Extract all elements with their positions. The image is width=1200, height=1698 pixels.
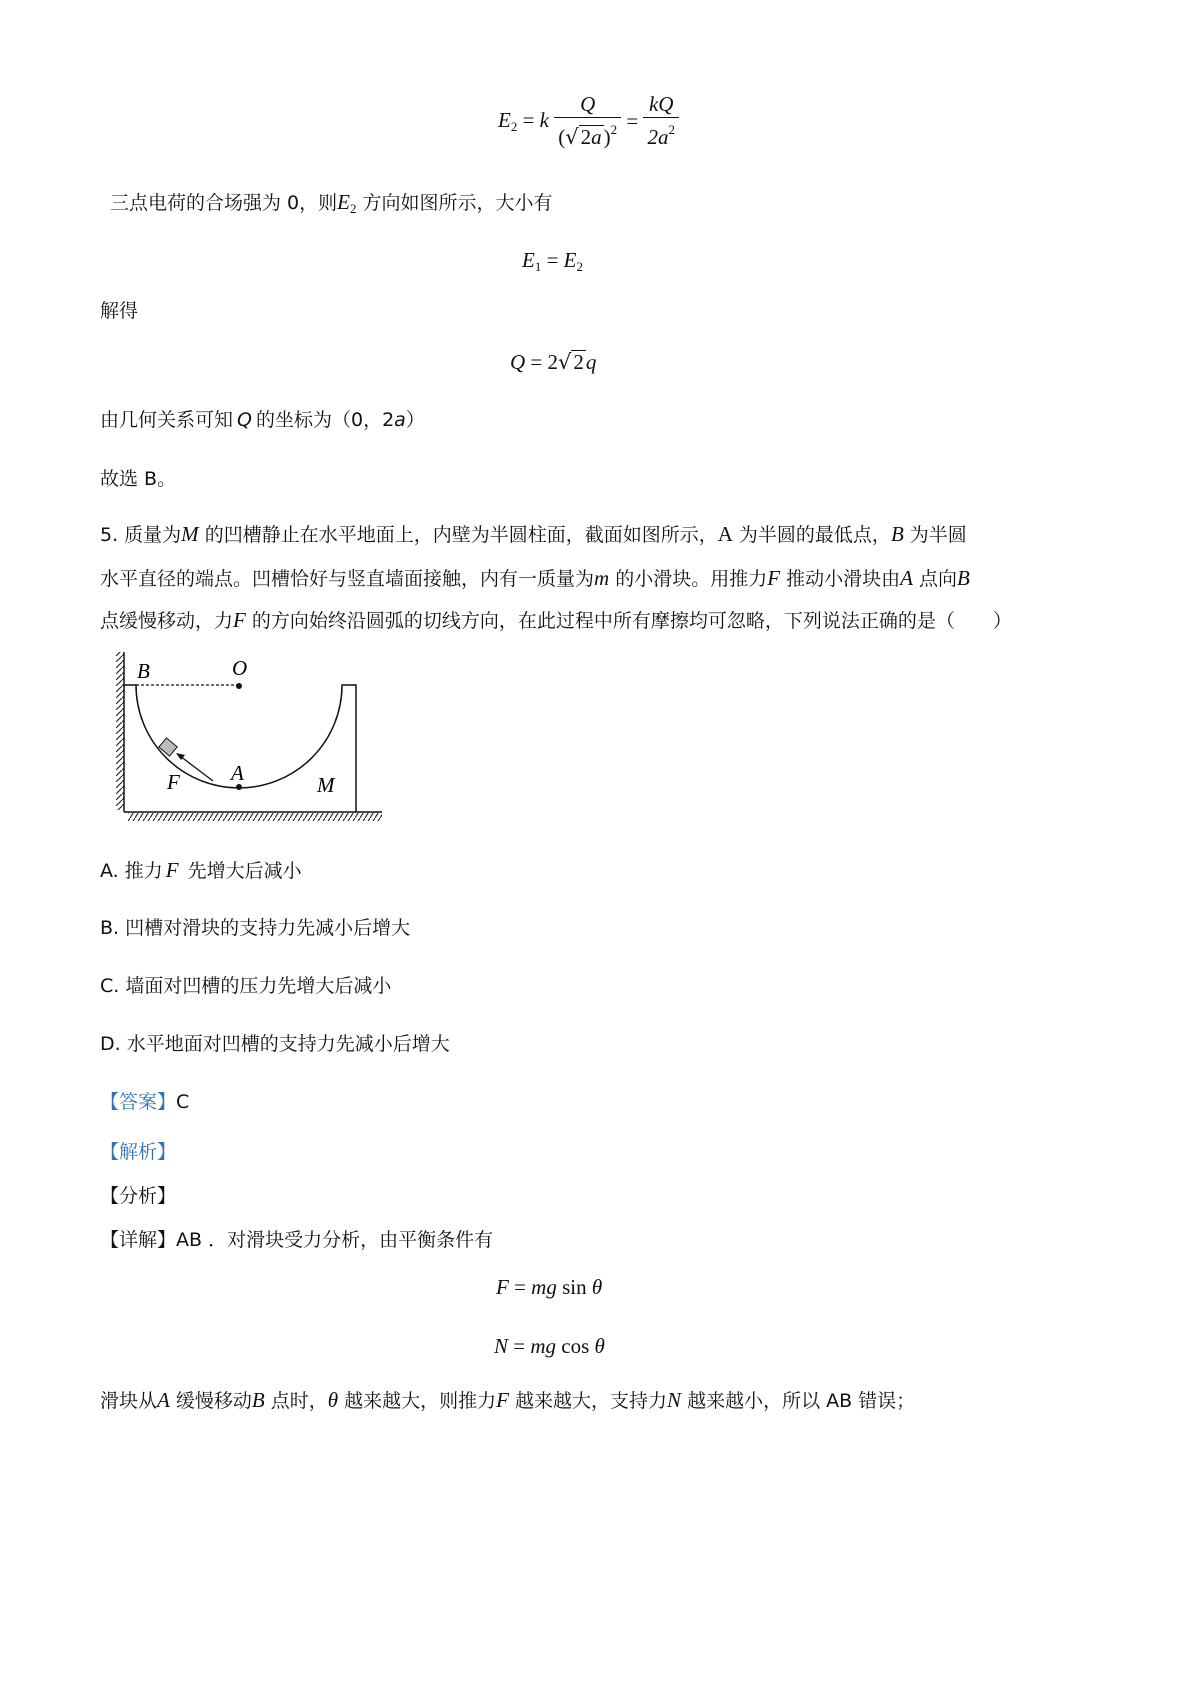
numerator-kq: kQ <box>648 92 674 116</box>
e2-symbol: E <box>563 248 577 272</box>
mg: mg <box>530 1334 557 1358</box>
text-part: 点向 <box>912 568 957 590</box>
mg: mg <box>531 1275 557 1299</box>
option-a[interactable] <box>100 857 302 884</box>
var-m-small: m <box>594 566 610 590</box>
text-part: 越来越大，支持力 <box>508 1390 668 1412</box>
radical-icon: √ <box>558 350 572 374</box>
text-part: 水平直径的端点。凹槽恰好与竖直墙面接触，内有一质量为 <box>100 568 595 590</box>
text-part: 推动小滑块由 <box>780 568 901 590</box>
question-line-2 <box>100 565 970 592</box>
var-e-sub: 2 <box>349 201 357 216</box>
radicand: 2 <box>580 125 592 149</box>
point-o <box>236 683 242 689</box>
formula-e2 <box>498 92 679 150</box>
var-b-point: B <box>890 522 904 546</box>
text-part: 的小滑块。用推力 <box>609 568 768 590</box>
answer-value: C <box>176 1091 190 1113</box>
text-part: 越来越大，则推力 <box>338 1390 497 1412</box>
e2-subscript: 2 <box>576 259 583 274</box>
equals-sign-2: = <box>626 108 639 133</box>
paragraph-solve: 解得 <box>100 300 139 322</box>
var-q: q <box>585 350 597 374</box>
equals-sign: = <box>513 1334 526 1358</box>
fraction-kq-over-2a2 <box>643 92 679 150</box>
theta: θ <box>591 1275 603 1299</box>
radicand: 2 <box>573 350 584 374</box>
exponent: 2 <box>610 122 618 137</box>
denominator-2a: 2a <box>647 125 669 149</box>
detail-label: 【详解】 <box>100 1229 177 1251</box>
var-a: a <box>394 409 406 431</box>
text-part: 三点电荷的合场强为 0，则 <box>110 192 338 214</box>
coefficient: 2 <box>547 350 559 374</box>
question-line-1 <box>100 521 967 548</box>
var-f: F <box>496 1388 509 1412</box>
var-a-point: A <box>717 522 733 546</box>
label-o: O <box>232 656 248 680</box>
var-f: F <box>767 566 781 590</box>
answer-label: 【答案】 <box>100 1091 177 1113</box>
equals-sign: = <box>522 107 535 132</box>
var-b-point: B <box>956 566 970 590</box>
text-part: 点缓慢移动，力 <box>100 610 234 632</box>
var-e: E <box>337 190 350 214</box>
option-label: A. 推力 <box>100 860 163 882</box>
option-c[interactable]: C. 墙面对凹槽的压力先增大后减小 <box>100 975 392 997</box>
text-part: ） <box>405 409 425 431</box>
denominator-sqrt2a: $(√2a)^2$ <box>554 117 621 150</box>
option-label: 先增大后减小 <box>181 860 302 882</box>
text-part: 的方向始终沿圆弧的切线方向，在此过程中所有摩擦均可忽略，下列说法正确的是（ ） <box>245 610 1012 632</box>
label-b: B <box>137 659 150 683</box>
var-n: N <box>667 1388 682 1412</box>
force-arrow-line <box>180 756 213 781</box>
text-part: 缓慢移动 <box>169 1390 252 1412</box>
exponent-2: 2 <box>668 122 675 137</box>
text-part: 为半圆 <box>903 524 967 546</box>
q-symbol: Q <box>510 350 526 374</box>
fraction-q-over-r2 <box>554 92 621 150</box>
paragraph-choose: 故选 B。 <box>100 468 177 490</box>
numerator-q: Q <box>580 92 596 116</box>
e2-symbol: E <box>498 107 511 132</box>
n-symbol: N <box>494 1334 509 1358</box>
option-b[interactable]: B. 凹槽对滑块的支持力先减小后增大 <box>100 917 411 939</box>
text-part: 的凹槽静止在水平地面上，内壁为半圆柱面，截面如图所示， <box>198 524 718 546</box>
f-symbol: F <box>496 1275 509 1299</box>
radical-icon: √ <box>565 125 579 149</box>
text-part: 为半圆的最低点， <box>732 524 891 546</box>
formula-f <box>496 1275 602 1300</box>
k-constant: k <box>539 107 549 132</box>
equals-sign: = <box>514 1275 526 1299</box>
option-d[interactable]: D. 水平地面对凹槽的支持力先减小后增大 <box>100 1033 450 1055</box>
var-a: a <box>591 125 602 149</box>
text-part: 的坐标为（0，2 <box>255 409 395 431</box>
text-part: 方向如图所示，大小有 <box>356 192 553 214</box>
theta: θ <box>327 1388 339 1412</box>
equals-sign: = <box>546 248 559 272</box>
e1-symbol: E <box>522 248 535 272</box>
var-b-point: B <box>251 1388 265 1412</box>
var-f: F <box>165 858 179 882</box>
text-part: 5. 质量为 <box>100 524 182 546</box>
var-a-point: A <box>157 1388 170 1412</box>
label-f: F <box>167 770 180 794</box>
wall-hatch <box>116 652 124 810</box>
text-part: 由几何关系可知 <box>100 409 234 431</box>
formula-q <box>510 350 596 375</box>
text-part: 越来越小，所以 AB 错误； <box>681 1390 916 1412</box>
cos-fn: cos <box>561 1334 590 1358</box>
sin-fn: sin <box>562 1275 587 1299</box>
theta: θ <box>594 1334 605 1358</box>
e2-subscript: 2 <box>510 118 518 134</box>
ground-hatch <box>128 813 382 821</box>
var-f: F <box>233 608 246 632</box>
paragraph-coordinates <box>100 407 425 433</box>
text-part: 滑块从 <box>100 1390 158 1412</box>
formula-n <box>494 1334 605 1359</box>
equals-sign: = <box>530 350 543 374</box>
formula-e1-e2 <box>522 248 583 275</box>
last-line <box>100 1387 915 1414</box>
fenxi-label: 【分析】 <box>100 1185 177 1207</box>
label-a: A <box>231 761 244 785</box>
groove-figure <box>110 650 390 835</box>
label-m: M <box>317 773 335 797</box>
answer-line <box>100 1089 189 1115</box>
var-m-big: M <box>181 522 199 546</box>
detail-text: AB ．对滑块受力分析，由平衡条件有 <box>176 1229 494 1251</box>
analysis-label: 【解析】 <box>100 1141 177 1163</box>
var-a-point: A <box>900 566 913 590</box>
denominator-2a2 <box>643 117 679 150</box>
text-part: 点时， <box>264 1390 328 1412</box>
question-line-3 <box>100 607 1012 634</box>
detail-line <box>100 1227 493 1253</box>
e1-subscript: 1 <box>534 259 542 274</box>
paragraph-three-points <box>110 189 553 222</box>
var-q: Q <box>237 409 252 431</box>
